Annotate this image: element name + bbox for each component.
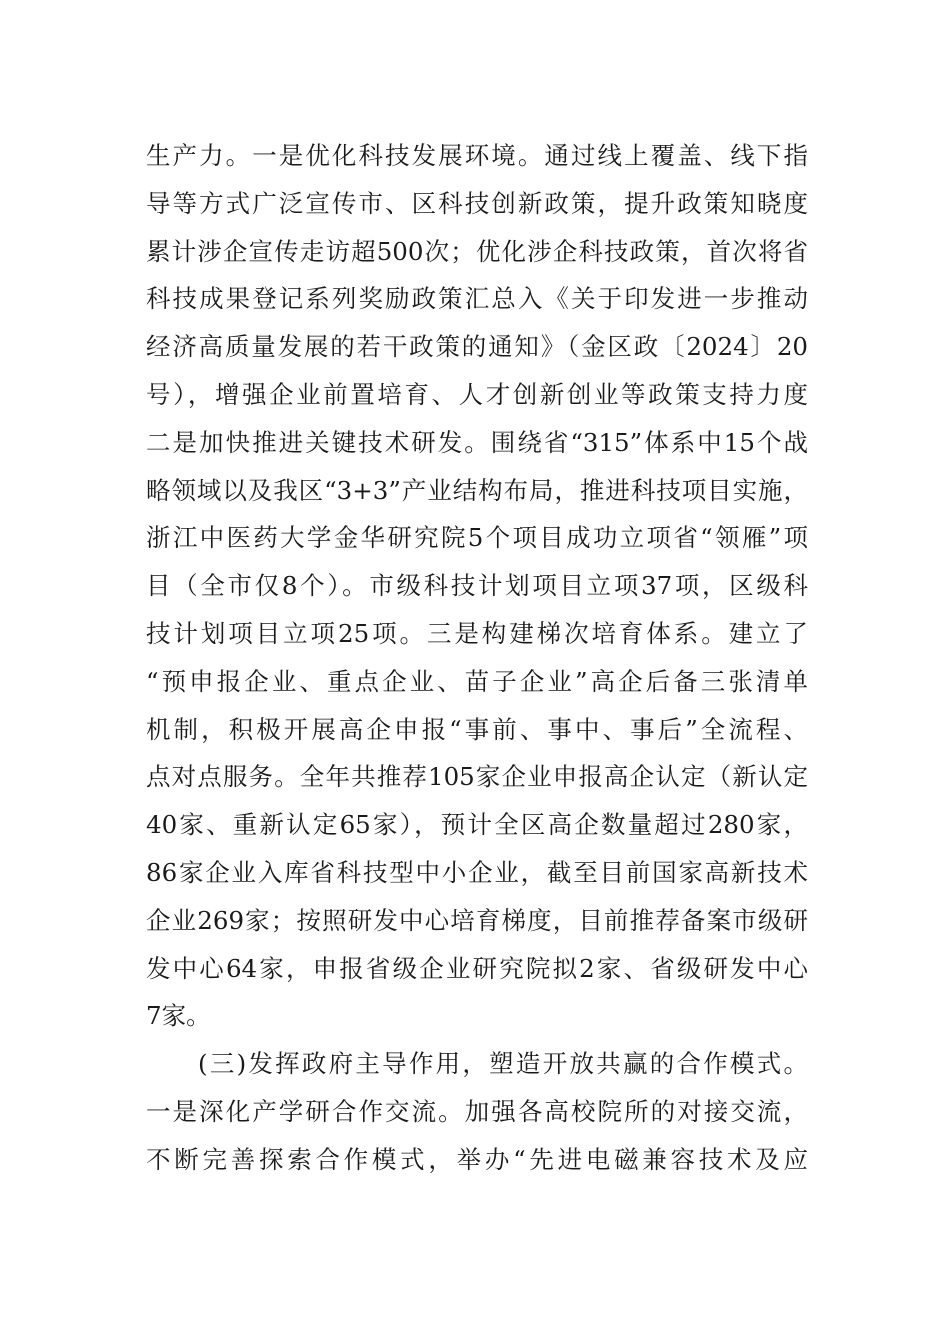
text-line: 企业269家；按照研发中心培育梯度，目前推荐备案市级研 xyxy=(146,905,808,935)
text-line: 技计划项目立项25项。三是构建梯次培育体系。建立了 xyxy=(146,618,808,648)
text-line: 经济高质量发展的若干政策的通知》（金区政〔2024〕20 xyxy=(146,332,808,362)
text-line: 浙江中医药大学金华研究院5个项目成功立项省“领雁”项 xyxy=(146,523,808,553)
text-line: 号），增强企业前置培育、人才创新创业等政策支持力度 xyxy=(146,379,808,409)
text-line: 生产力。一是优化科技发展环境。通过线上覆盖、线下指 xyxy=(146,141,808,170)
text-line: 7家。 xyxy=(146,1001,211,1031)
text-line: 累计涉企宣传走访超500次；优化涉企科技政策，首次将省 xyxy=(146,236,808,266)
document-body-text xyxy=(146,132,808,1184)
text-line: 科技成果登记系列奖励政策汇总入《关于印发进一步推动 xyxy=(146,284,808,314)
section-heading-line: (三)发挥政府主导作用，塑造开放共赢的合作模式。 xyxy=(198,1049,808,1079)
text-line: 二是加快推进关键技术研发。围绕省“315”体系中15个战 xyxy=(146,427,808,457)
text-line: 点对点服务。全年共推荐105家企业申报高企认定（新认定 xyxy=(146,762,808,792)
text-line: 导等方式广泛宣传市、区科技创新政策，提升政策知晓度 xyxy=(146,188,808,218)
text-line: 40家、重新认定65家），预计全区高企数量超过280家， xyxy=(146,810,808,840)
text-line: 目（全市仅8个）。市级科技计划项目立项37项，区级科 xyxy=(146,571,808,601)
text-line: 发中心64家，申报省级企业研究院拟2家、省级研发中心 xyxy=(146,953,808,983)
text-line: “预申报企业、重点企业、苗子企业”高企后备三张清单 xyxy=(146,666,808,696)
text-line: 86家企业入库省科技型中小企业，截至目前国家高新技术 xyxy=(146,857,808,887)
text-line: 不断完善探索合作模式，举办“先进电磁兼容技术及应 xyxy=(146,1144,808,1174)
text-line: 机制，积极开展高企申报“事前、事中、事后”全流程、 xyxy=(146,714,808,744)
text-line: 略领域以及我区“3+3”产业结构布局，推进科技项目实施， xyxy=(146,475,808,505)
text-line: 一是深化产学研合作交流。加强各高校院所的对接交流， xyxy=(146,1096,808,1126)
